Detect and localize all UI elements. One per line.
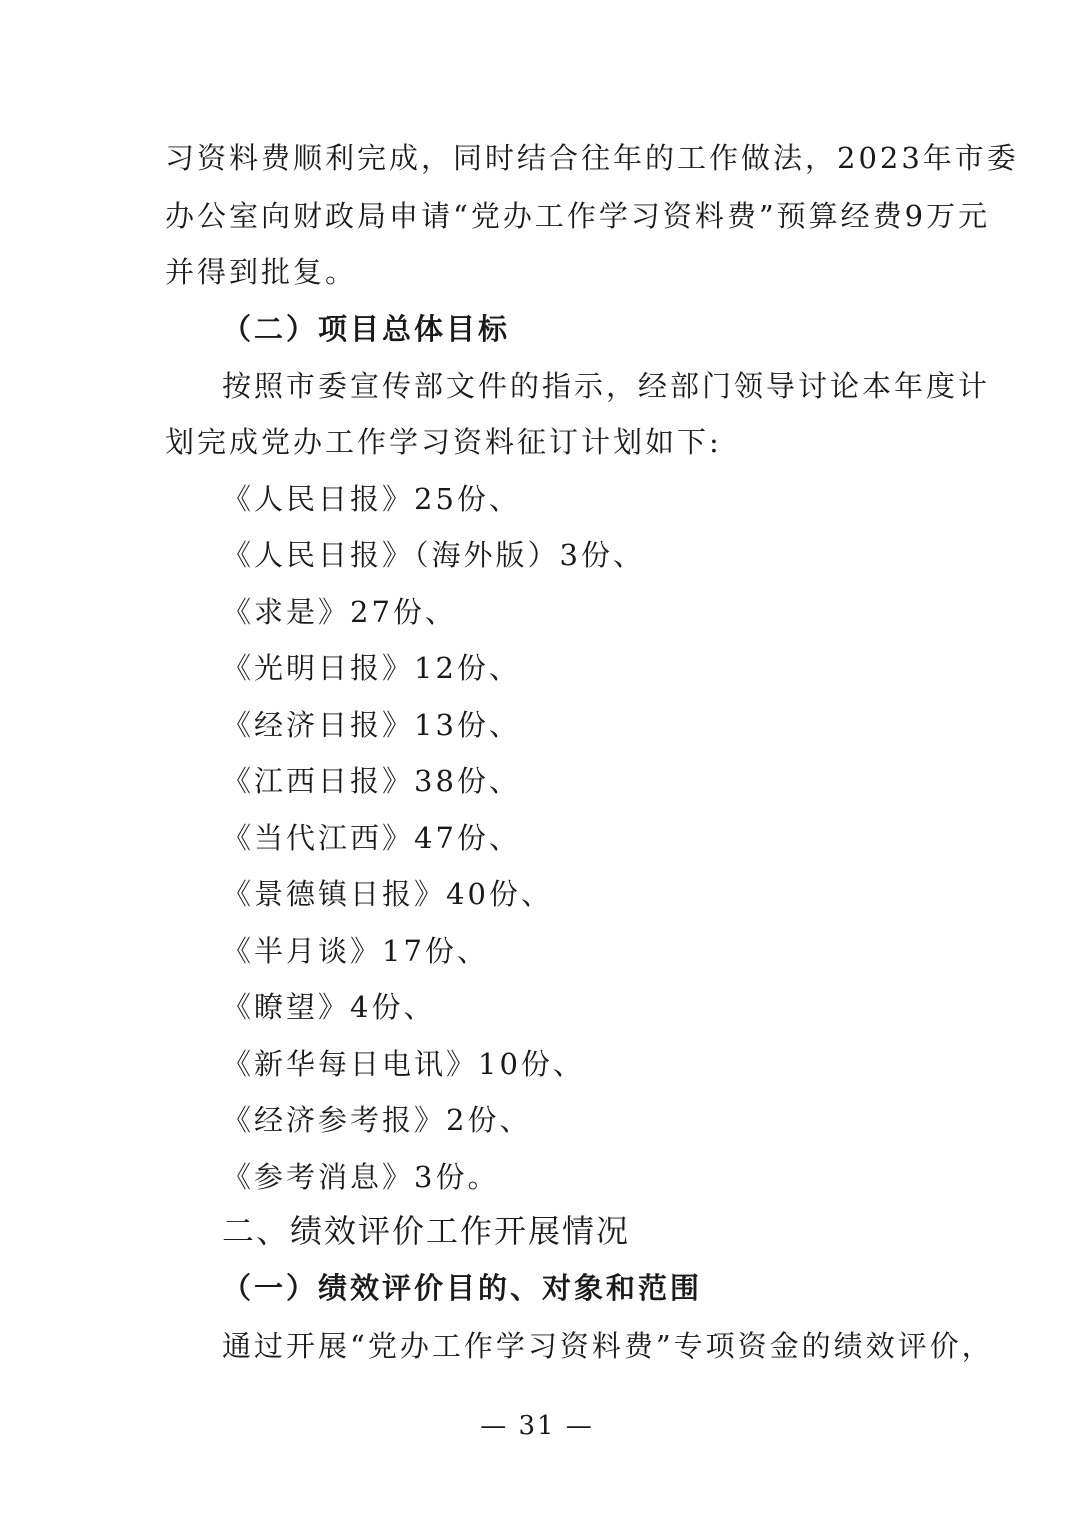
list-item: 《经济参考报》2份、 [222,1103,532,1137]
list-item: 《半月谈》17份、 [222,934,489,968]
list-item: 《人民日报》25份、 [222,482,521,516]
list-item: 《当代江西》47份、 [222,821,521,855]
list-item: 《江西日报》38份、 [222,764,521,798]
list-item: 《人民日报》（海外版）3份、 [222,538,645,572]
list-item: 《光明日报》12份、 [222,651,521,685]
paragraph-line: 习资料费顺利完成，同时结合往年的工作做法，2023年市委 [165,141,1019,175]
section-heading: （二）项目总体目标 [222,312,511,346]
list-item: 《参考消息》3份。 [222,1160,500,1194]
paragraph-line: 办公室向财政局申请“党办工作学习资料费”预算经费9万元 [165,199,991,233]
page-number: — 31 — [480,1411,594,1441]
list-item: 《新华每日电讯》10份、 [222,1047,585,1081]
chapter-heading: 二、绩效评价工作开展情况 [222,1212,631,1250]
paragraph-line: 按照市委宣传部文件的指示，经部门领导讨论本年度计 [222,369,991,403]
subsection-heading: （一）绩效评价目的、对象和范围 [222,1271,703,1305]
paragraph-line: 并得到批复。 [165,255,358,289]
list-item: 《求是》27份、 [222,595,457,629]
paragraph-line: 通过开展“党办工作学习资料费”专项资金的绩效评价， [222,1329,994,1363]
list-item: 《景德镇日报》40份、 [222,877,553,911]
list-item: 《经济日报》13份、 [222,708,521,742]
paragraph-line: 划完成党办工作学习资料征订计划如下: [165,425,722,459]
list-item: 《瞭望》4份、 [222,990,436,1024]
